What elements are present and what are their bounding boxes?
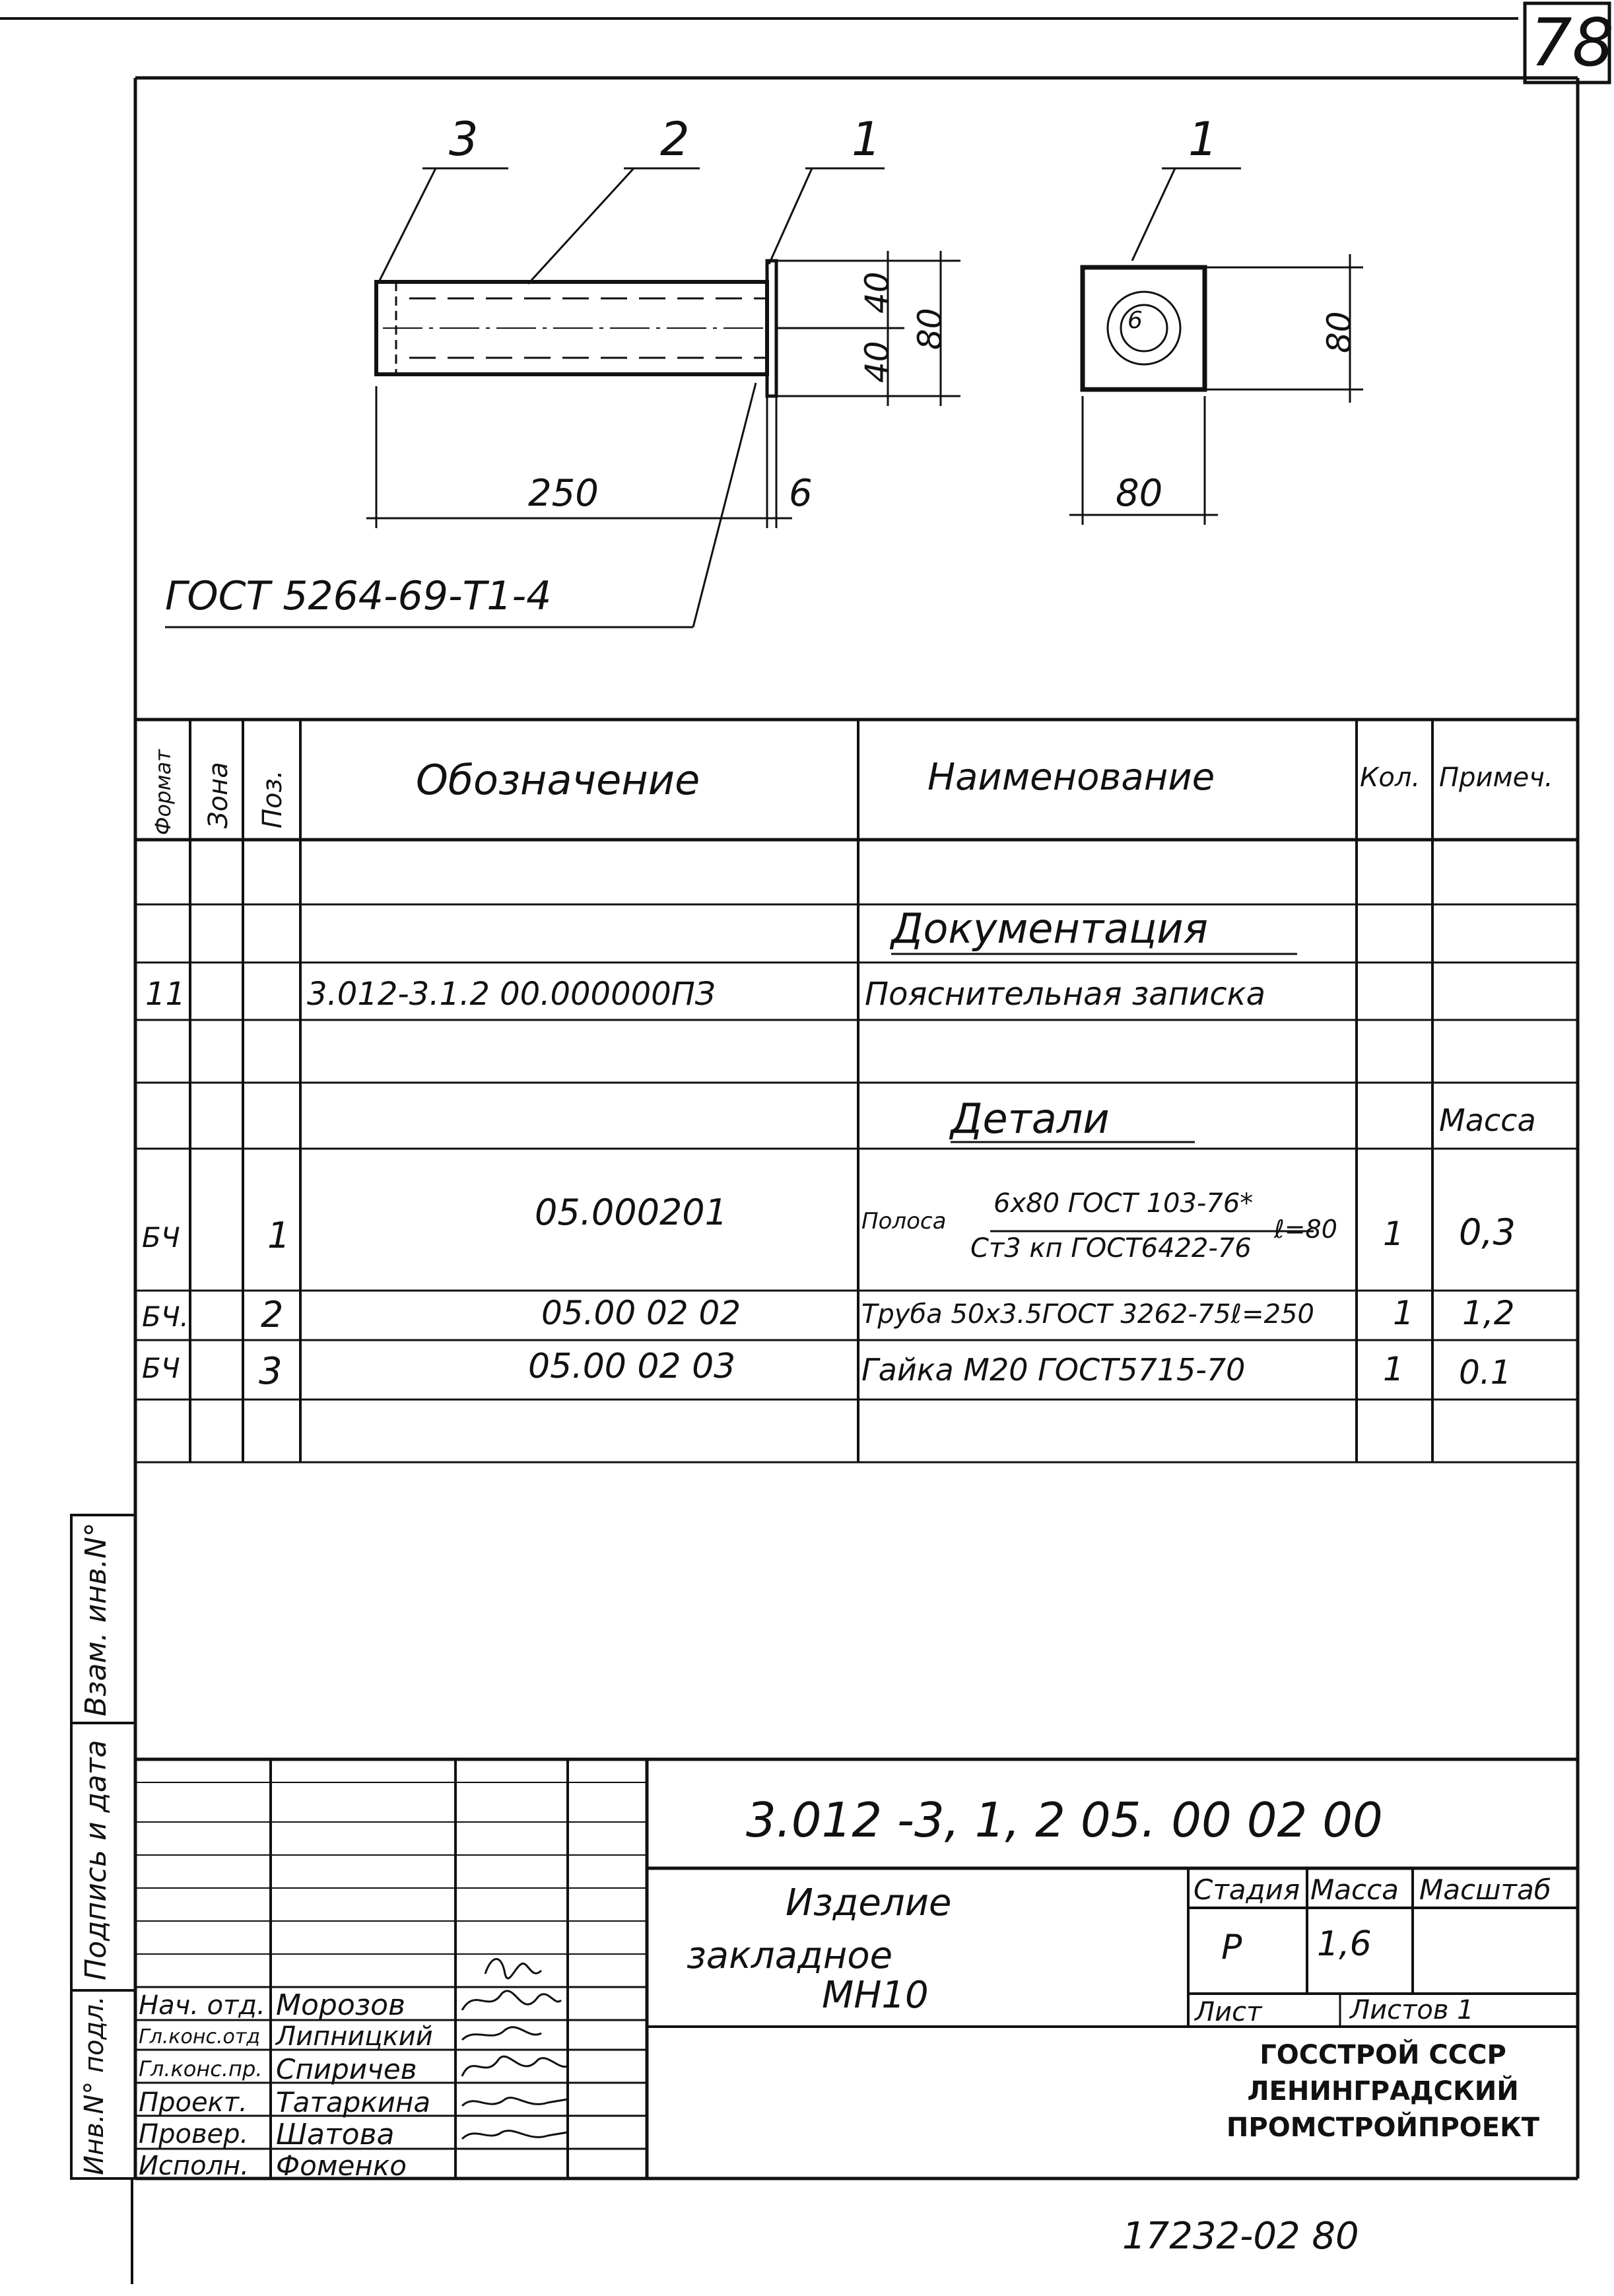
row2-qty: 1 (1393, 1294, 1414, 1332)
dim-flange: 6 (789, 472, 813, 515)
product-line1: Изделие (786, 1881, 952, 1924)
stamp-signature-date: Подпись и дата (79, 1739, 113, 1980)
staff-name-6: Фоменко (276, 2149, 407, 2182)
dim-half-2: 40 (858, 341, 896, 383)
staff-role-1: Нач. отд. (139, 1990, 265, 2021)
dim-length: 250 (528, 472, 599, 515)
dim-plate-width: 80 (1116, 472, 1163, 515)
row3-qty: 1 (1383, 1350, 1404, 1388)
row1-mass: 0,3 (1459, 1211, 1516, 1253)
stamp-orig-inv: Инв.N° подл. (79, 1996, 110, 2175)
header-zone: Зона (203, 762, 234, 828)
staff-name-3: Спиричев (276, 2053, 417, 2085)
row3-pos: 3 (259, 1350, 283, 1393)
callout-3: 3 (449, 112, 479, 166)
row2-mass: 1,2 (1462, 1294, 1515, 1332)
staff-name-1: Морозов (276, 1988, 405, 2022)
org-line1: ГОССТРОЙ СССР (1260, 2040, 1506, 2070)
callout-1-plate: 1 (1188, 112, 1218, 166)
org-line2: ЛЕНИНГРАДСКИЙ (1247, 2076, 1519, 2107)
section-docs: Документация (891, 904, 1208, 953)
doc-designation: 3.012-3.1.2 00.000000ПЗ (307, 976, 716, 1013)
staff-name-4: Татаркина (276, 2086, 431, 2118)
row1-name-prefix: Полоса (861, 1208, 947, 1234)
dim-half-1: 40 (858, 271, 896, 314)
sheet-label: Лист (1195, 1997, 1262, 2027)
row1-name-top: 6х80 ГОСТ 103-76* (993, 1188, 1254, 1219)
row3-name: Гайка М20 ГОСТ5715-70 (861, 1352, 1246, 1388)
staff-role-3: Гл.конс.пр. (139, 2056, 263, 2081)
staff-role-6: Исполн. (139, 2151, 249, 2181)
header-note: Примеч. (1439, 762, 1553, 793)
staff-role-2: Гл.конс.отд (139, 2025, 261, 2048)
stamp-replace-inv: Взам. инв.N° (79, 1522, 113, 1716)
row2-pos: 2 (261, 1294, 284, 1335)
header-designation: Обозначение (416, 756, 700, 804)
org-line3: ПРОМСТРОЙПРОЕКТ (1226, 2112, 1540, 2143)
mass-label: Масса (1439, 1102, 1536, 1138)
row2-format: БЧ. (142, 1300, 189, 1333)
stage-value: Р (1221, 1928, 1242, 1967)
section-parts: Детали (951, 1095, 1110, 1143)
row1-qty: 1 (1383, 1215, 1404, 1253)
doc-format: 11 (145, 976, 186, 1013)
row2-designation: 05.00 02 02 (541, 1294, 741, 1332)
row1-name-bottom: Ст3 кп ГОСТ6422-76 (970, 1233, 1252, 1264)
callout-1: 1 (852, 112, 881, 166)
sheets-label: Листов 1 (1350, 1995, 1474, 2025)
row1-format: БЧ (142, 1221, 180, 1254)
weld-note: ГОСТ 5264-69-Т1-4 (165, 573, 552, 619)
title-mass-label: Масса (1310, 1874, 1399, 1906)
product-line2: закладное (687, 1934, 893, 1977)
callout-2: 2 (660, 112, 690, 166)
header-pos: Поз. (257, 770, 288, 828)
row1-pos: 1 (267, 1215, 290, 1256)
sheet-number: 78 (1530, 4, 1614, 81)
doc-name: Пояснительная записка (865, 976, 1266, 1013)
dim-height: 80 (911, 308, 949, 350)
header-format: Формат (151, 749, 176, 835)
drawing-code: 3.012 -3, 1, 2 05. 00 02 00 (746, 1792, 1383, 1848)
row2-name: Труба 50х3.5ГОСТ 3262-75ℓ=250 (861, 1299, 1314, 1330)
row3-format: БЧ (142, 1352, 180, 1384)
scale-label: Масштаб (1419, 1874, 1551, 1906)
row1-designation: 05.000201 (535, 1192, 728, 1233)
product-line3: МН10 (822, 1974, 929, 2017)
header-name: Наименование (927, 756, 1215, 799)
staff-role-4: Проект. (139, 2087, 248, 2118)
header-qty: Кол. (1360, 762, 1421, 793)
footer-number: 17232-02 80 (1122, 2215, 1359, 2258)
mass-value: 1,6 (1317, 1924, 1372, 1964)
staff-name-5: Шатова (276, 2118, 395, 2151)
row1-name-suffix: ℓ=80 (1274, 1215, 1337, 1244)
staff-role-5: Провер. (139, 2119, 249, 2149)
row3-designation: 05.00 02 03 (528, 1347, 736, 1386)
staff-name-2: Липницкий (276, 2021, 433, 2052)
dim-plate-height: 80 (1320, 311, 1359, 353)
stage-label: Стадия (1194, 1874, 1300, 1906)
weld-symbol-6: 6 (1127, 307, 1143, 334)
row3-mass: 0.1 (1459, 1353, 1512, 1392)
